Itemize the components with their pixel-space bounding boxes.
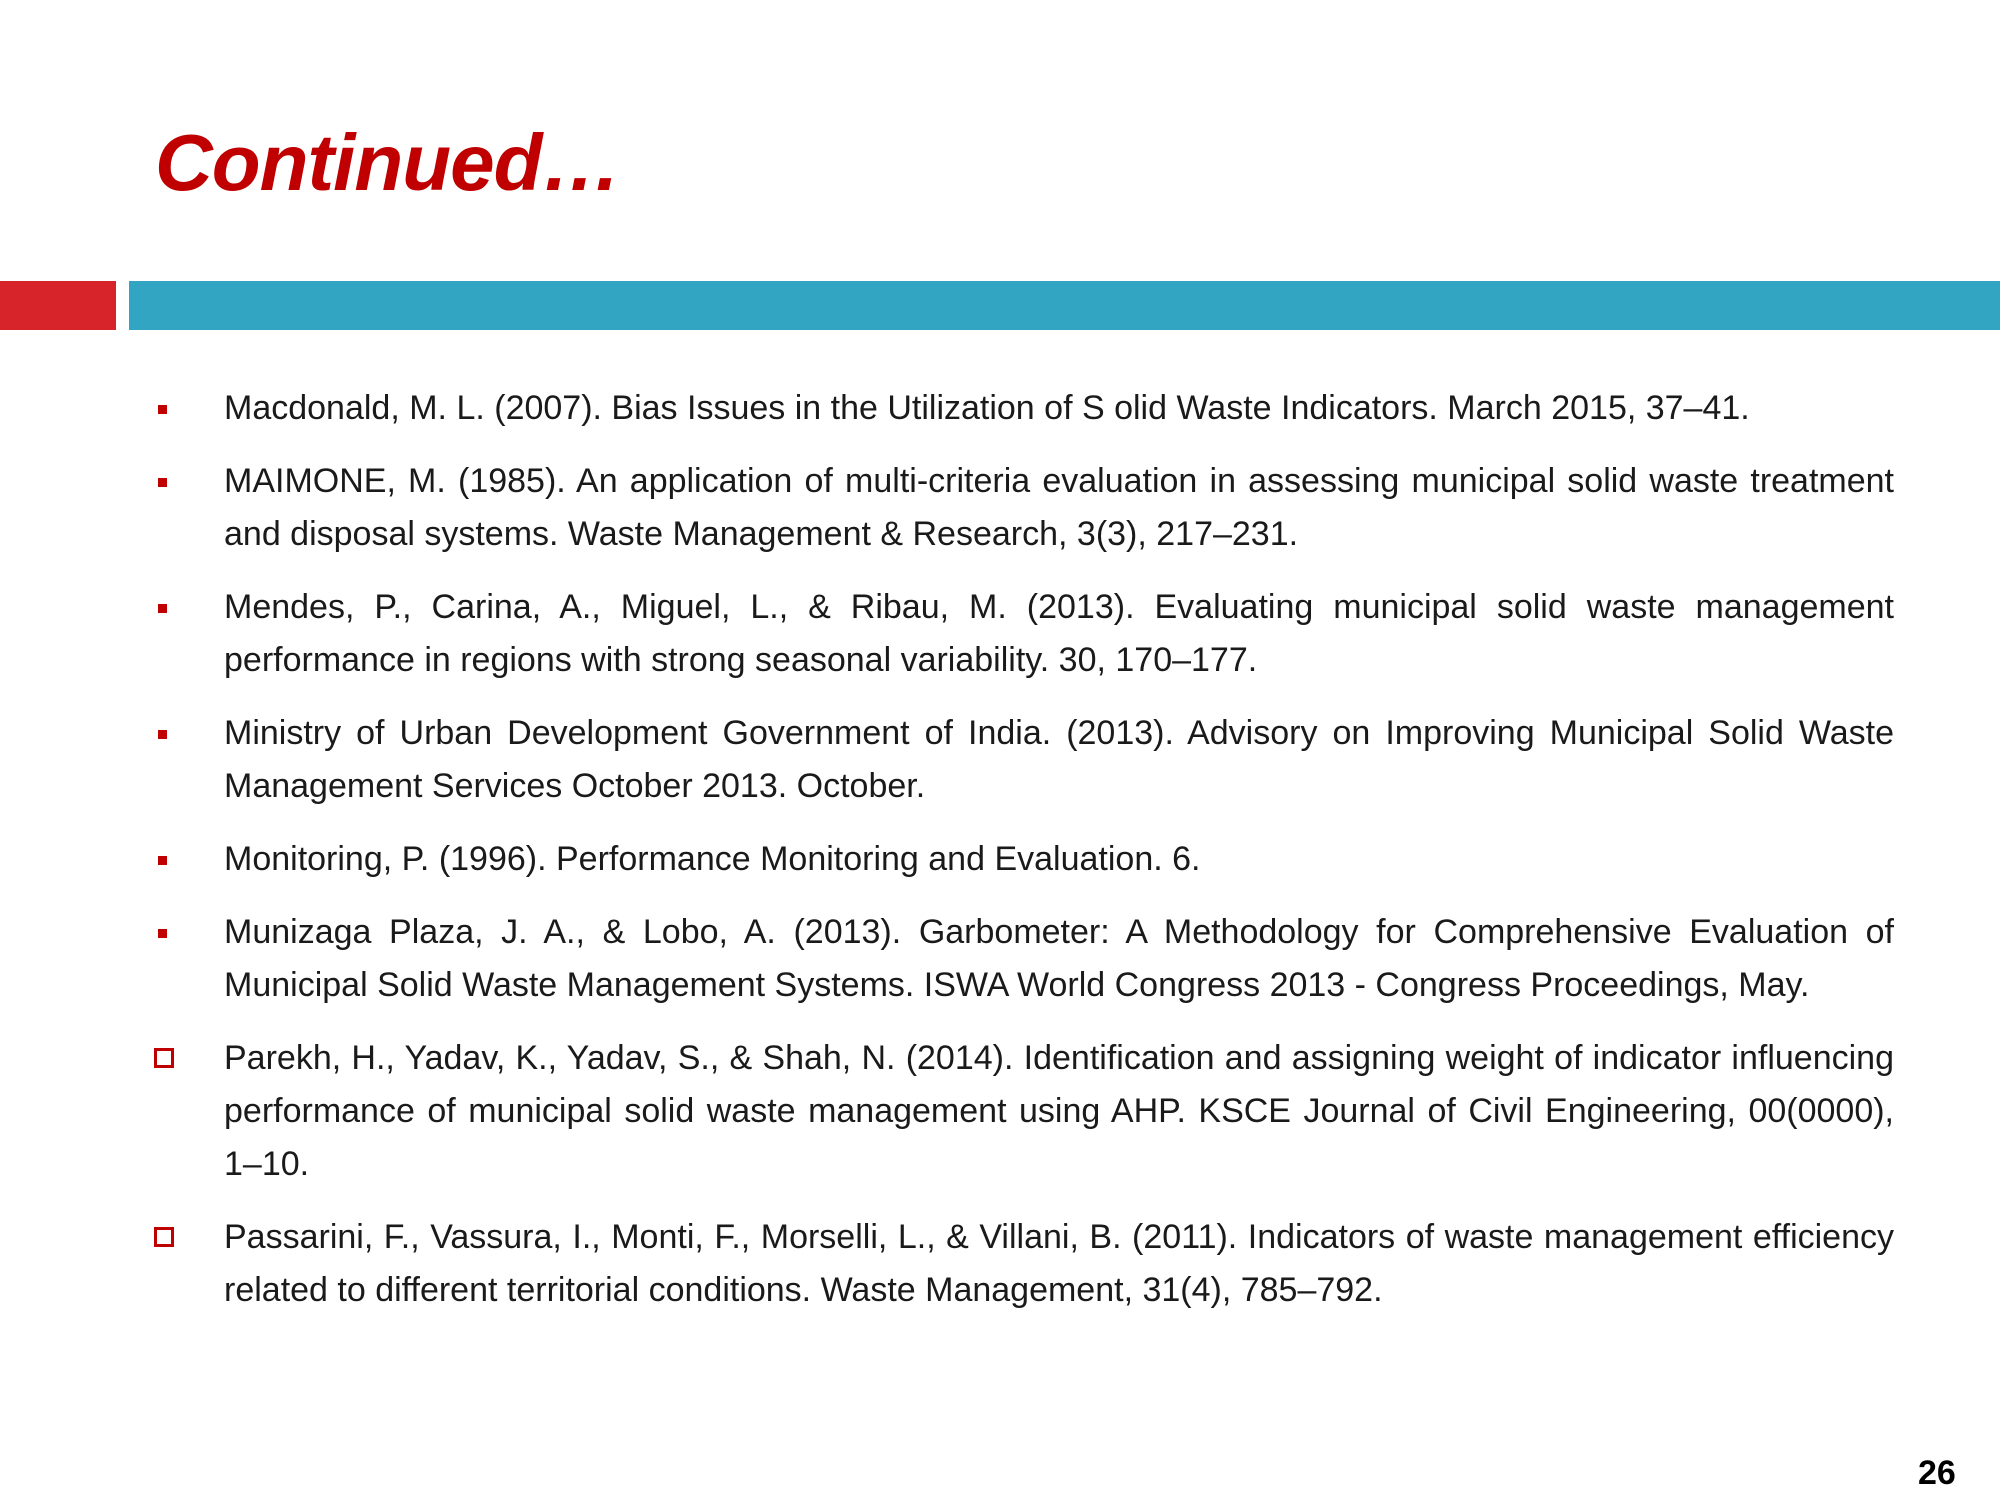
reference-text: Munizaga Plaza, J. A., & Lobo, A. (2013). Garbometer: A Methodology for Comprehensive Evaluation of Municipal Solid Waste Management Systems. ISWA World Congress 2013 - Congress Proceedings, May. [224, 913, 1894, 1004]
reference-text: Monitoring, P. (1996). Performance Monitoring and Evaluation. 6. [224, 840, 1201, 878]
reference-item [224, 455, 1894, 561]
reference-text: Ministry of Urban Development Government of India. (2013). Advisory on Improving Municipal Solid Waste Management Services October 2013. October. [224, 714, 1894, 805]
filled-square-icon [158, 929, 167, 938]
page-number: 26 [1918, 1454, 1956, 1492]
accent-bar-red [0, 281, 116, 330]
filled-square-icon [158, 856, 167, 865]
reference-item [224, 382, 1894, 435]
filled-square-icon [158, 730, 167, 739]
reference-list [224, 382, 1894, 1337]
filled-square-icon [158, 405, 167, 414]
reference-item [224, 581, 1894, 687]
reference-text: Passarini, F., Vassura, I., Monti, F., Morselli, L., & Villani, B. (2011). Indicators of waste management efficiency related to different territorial conditions. Waste Management, 31(4), 785–792. [224, 1218, 1894, 1309]
hollow-square-icon [154, 1227, 174, 1247]
reference-item [224, 1032, 1894, 1191]
reference-text: Mendes, P., Carina, A., Miguel, L., & Ribau, M. (2013). Evaluating municipal solid waste management performance in regions with strong seasonal variability. 30, 170–177. [224, 588, 1894, 679]
filled-square-icon [158, 478, 167, 487]
reference-text: Parekh, H., Yadav, K., Yadav, S., & Shah, N. (2014). Identification and assigning weight of indicator influencing performance of municipal solid waste management using AHP. KSCE Journal of Civil Engineering, 00(0000), 1–10. [224, 1039, 1894, 1183]
hollow-square-icon [154, 1048, 174, 1068]
reference-item [224, 707, 1894, 813]
reference-item [224, 1211, 1894, 1317]
reference-text: Macdonald, M. L. (2007). Bias Issues in the Utilization of S olid Waste Indicators. March 2015, 37–41. [224, 389, 1750, 427]
accent-bar-teal [129, 281, 2000, 330]
reference-item [224, 833, 1894, 886]
reference-item [224, 906, 1894, 1012]
filled-square-icon [158, 604, 167, 613]
reference-text: MAIMONE, M. (1985). An application of multi-criteria evaluation in assessing municipal solid waste treatment and disposal systems. Waste Management & Research, 3(3), 217–231. [224, 462, 1894, 553]
page-title: Continued… [155, 118, 621, 207]
